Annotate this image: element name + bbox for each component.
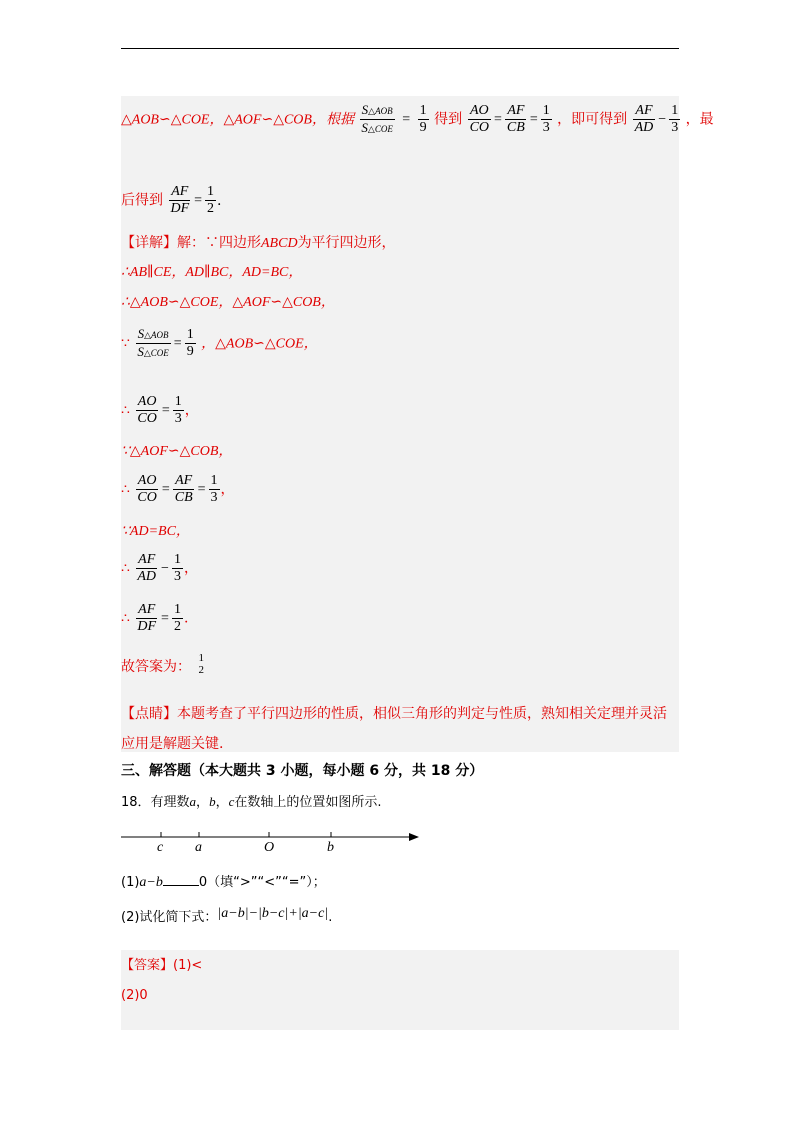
analysis-line-1: △AOB∽△COE，△AOF∽△COB，根据 $\frac{\text{S△AOB}}{\text{S△COE}}$ = $\frac{1}{9}$ 得到 $\frac{AO}{CO}$ = $\frac{AF}{CB}$ = $\frac{1}{3}$ ，即可得到 $\frac{AF}{AD}$ − $\frac{1}{3}$ ，最 (121, 102, 714, 135)
fraction-1-2: $\frac{1}{2}$ (207, 184, 215, 216)
header-rule (121, 48, 679, 49)
detail-line-6: ∵△AOF∽△COB， (121, 444, 233, 459)
section-heading: 三、解答题（本大题共 3 小题，每小题 6 分，共 18 分） (121, 763, 484, 779)
detail-line-1: 【详解】解：∵四边形ABCD为平行四边形， (121, 235, 396, 251)
axis-label-o: O (264, 840, 275, 855)
area-ratio-fraction: $\frac{\text{S△AOB}}{\text{S△COE}}$ (361, 102, 393, 135)
q18-part2: (2)试化简下式：|a−b|−|b−c|+|a−c|. (121, 906, 333, 925)
comment-line-1: 【点睛】本题考查了平行四边形的性质，相似三角形的判定与性质，熟知相关定理并灵活 (121, 706, 667, 722)
analysis-line-2: 后得到 $\frac{AF}{DF}$ = $\frac{1}{2}$ . (121, 184, 222, 216)
q18-stem: 18．有理数a，b，c在数轴上的位置如图所示. (121, 794, 382, 810)
fraction-af-cb: $\frac{AF}{CB}$ (506, 103, 525, 135)
fraction-1-3b: $\frac{1}{3}$ (671, 103, 679, 135)
detail-line-2: ∴AB∥CE，AD∥BC，AD=BC， (121, 265, 303, 280)
detail-line-4: ∵ $\frac{\text{S△AOB}}{\text{S△COE}}$ = $\frac{1}{9}$ ，△AOB∽△COE， (121, 326, 318, 359)
q18-answer-2: (2)0 (121, 988, 148, 1003)
answer-line: 故答案为： 1 2 (121, 652, 204, 676)
detail-line-8: ∵AD=BC， (121, 524, 190, 539)
got-text: 得到 (434, 111, 463, 128)
area-ratio-fraction-2: $\frac{\text{S△AOB}}{\text{S△COE}}$ (137, 326, 169, 359)
detail-line-3: ∴△AOB∽△COE，△AOF∽△COB， (121, 295, 335, 310)
detail-line-7: ∴ $\frac{AO}{CO}$ = $\frac{AF}{CB}$ = $\frac{1}{3}$ ， (121, 473, 235, 505)
fraction-ao-co: $\frac{AO}{CO}$ (469, 103, 490, 135)
detail-line-9: ∴ $\frac{AF}{AD}$ − $\frac{1}{3}$ ， (121, 552, 198, 584)
q18-answer-1: 【答案】(1)< (121, 958, 203, 973)
detail-line-10: ∴ $\frac{AF}{DF}$ = $\frac{1}{2}$ . (121, 602, 189, 634)
fraction-af-df: $\frac{AF}{DF}$ (170, 184, 190, 216)
comment-line-2: 应用是解题关键. (121, 736, 224, 752)
fraction-af-ad: $\frac{AF}{AD}$ (634, 103, 654, 135)
number-line-diagram (121, 825, 421, 855)
then-text: ，即可得到 (557, 111, 628, 128)
fraction-1-3: $\frac{1}{3}$ (542, 103, 550, 135)
abs-expression: |a−b|−|b−c|+|a−c| (217, 906, 329, 921)
q18-part1: (1)a−b 0（填“>”“<”“=”）； (121, 875, 326, 890)
answer-blank[interactable] (163, 873, 199, 886)
axis-label-c: c (157, 840, 164, 855)
axis-arrow (409, 833, 419, 841)
last-text: ，最 (685, 111, 714, 128)
fraction-1-9: $\frac{1}{9}$ (419, 103, 427, 135)
axis-label-b: b (327, 840, 334, 855)
detail-line-5: ∴ $\frac{AO}{CO}$ = $\frac{1}{3}$ ， (121, 394, 199, 426)
axis-label-a: a (195, 840, 202, 855)
answer-panel-18 (121, 950, 679, 1030)
answer-fraction: 1 2 (198, 652, 204, 676)
similar-triangles-text: △AOB∽△COE，△AOF∽△COB，根据 (121, 112, 354, 128)
